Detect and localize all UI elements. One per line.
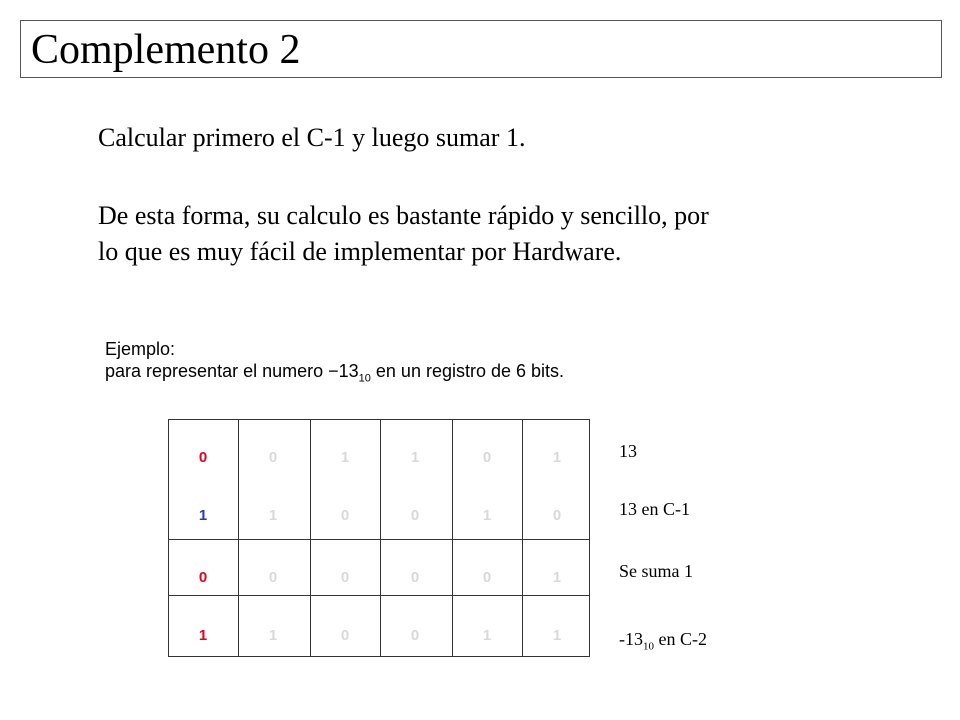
row-label	[619, 498, 690, 520]
grid-border-line	[168, 419, 590, 420]
row-label-text: Se suma 1	[619, 561, 693, 581]
row-label-text: 13	[619, 441, 637, 461]
bit-grid	[168, 419, 590, 657]
description-paragraph	[98, 198, 709, 270]
example-heading: Ejemplo:	[105, 339, 176, 359]
bit-cell: 0	[410, 569, 420, 586]
row-label	[619, 628, 707, 653]
example-text-before: para representar el numero −13	[105, 361, 359, 381]
bit-cell: 0	[268, 569, 278, 586]
bit-cell: 1	[340, 449, 350, 466]
grid-row-divider	[168, 539, 590, 540]
row-label-suffix: en C-2	[654, 629, 707, 649]
row-label-text: 13 en C-1	[619, 499, 690, 519]
bit-cell: 0	[198, 569, 208, 586]
bit-cell: 0	[198, 449, 208, 466]
title-box	[20, 20, 942, 78]
description-line-2: lo que es muy fácil de implementar por Hardware.	[98, 237, 622, 266]
example-subscript: 10	[358, 372, 371, 385]
bit-cell: 1	[552, 449, 562, 466]
row-label	[619, 560, 693, 582]
bit-cell: 0	[268, 449, 278, 466]
bit-cell: 0	[410, 627, 420, 644]
bit-cell: 1	[552, 627, 562, 644]
example-block	[105, 338, 565, 385]
row-label-text: -13	[619, 629, 643, 649]
grid-border-line	[168, 656, 590, 657]
bit-cell: 0	[340, 569, 350, 586]
row-label-subscript: 10	[643, 640, 654, 653]
bit-cell: 0	[482, 569, 492, 586]
example-text-after: en un registro de 6 bits.	[370, 361, 565, 381]
bit-cell: 1	[410, 449, 420, 466]
description-line-1: De esta forma, su calculo es bastante rápido y sencillo, por	[98, 201, 709, 230]
intro-text: Calcular primero el C-1 y luego sumar 1.	[98, 123, 526, 152]
bit-cell: 1	[268, 507, 278, 524]
page-title: Complemento 2	[31, 27, 301, 73]
bit-cell: 1	[552, 569, 562, 586]
bit-cell: 0	[482, 449, 492, 466]
bit-cell: 0	[552, 507, 562, 524]
bit-cell: 0	[340, 627, 350, 644]
bit-cell: 1	[268, 627, 278, 644]
row-label	[619, 440, 637, 462]
example-text	[105, 360, 565, 385]
bit-cell: 1	[198, 507, 208, 524]
bit-cell: 1	[482, 627, 492, 644]
bit-cell: 1	[198, 627, 208, 644]
bit-cell: 0	[340, 507, 350, 524]
grid-row-divider	[168, 595, 590, 596]
bit-cell: 0	[410, 507, 420, 524]
bit-cell: 1	[482, 507, 492, 524]
